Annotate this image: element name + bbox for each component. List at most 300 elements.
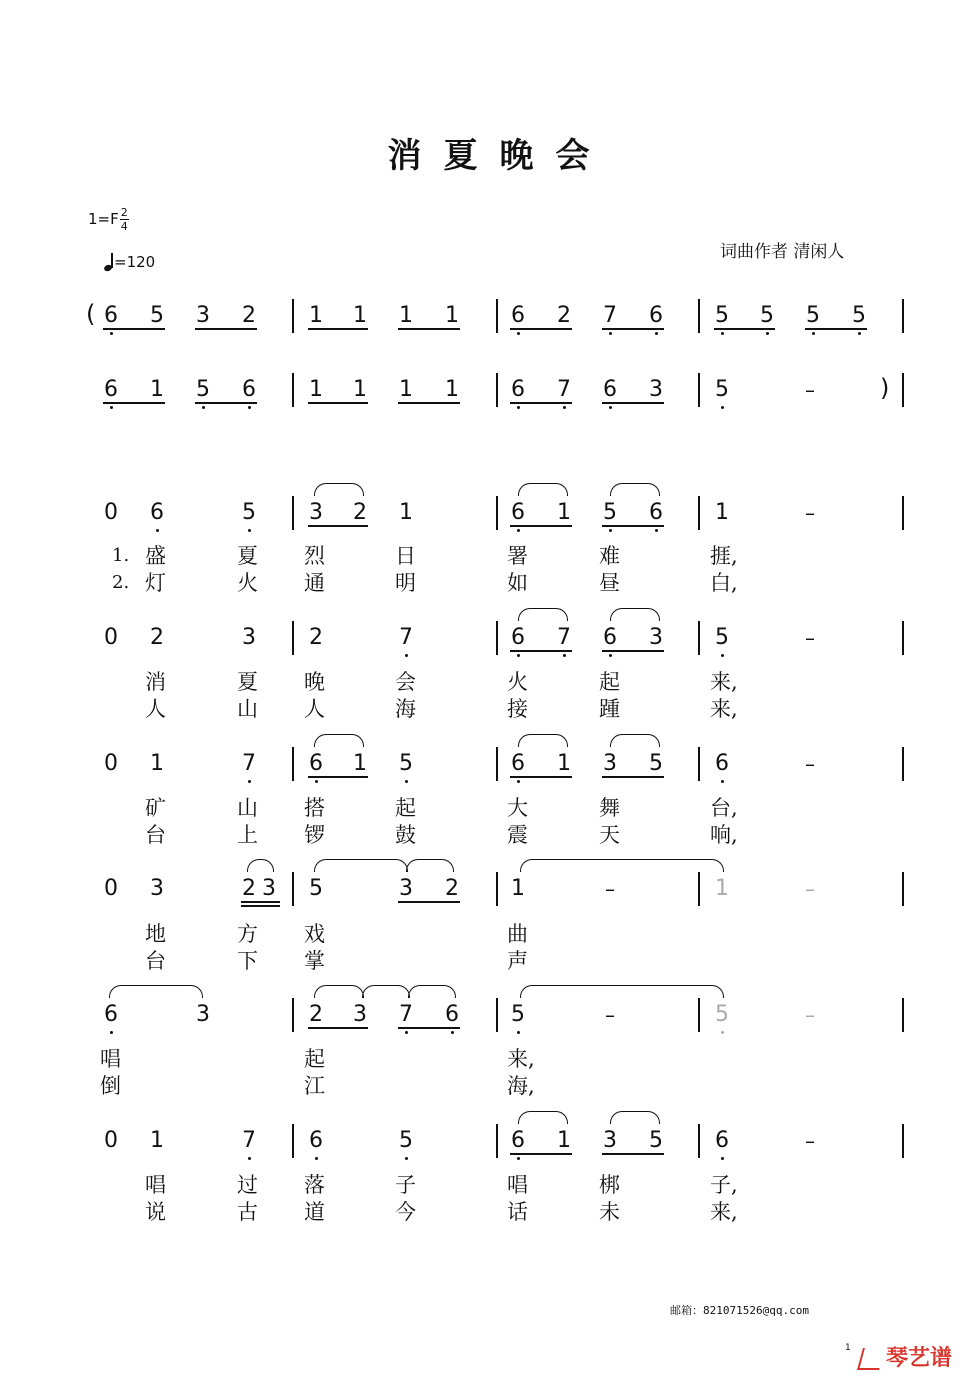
note: 1	[399, 377, 413, 402]
note: 5	[715, 625, 729, 650]
note: 1	[150, 1128, 164, 1153]
lyric-syllable: 起	[395, 796, 416, 820]
lyric-syllable: 来,	[507, 1047, 535, 1071]
lyric-syllable: 明	[395, 571, 416, 595]
low-octave-dot	[858, 332, 861, 335]
slur	[314, 859, 408, 872]
tempo-value: =120	[114, 253, 156, 271]
barline	[292, 299, 294, 333]
beam-underline	[510, 650, 572, 652]
note: 2	[242, 303, 256, 328]
slur	[610, 483, 660, 496]
barline	[902, 1124, 904, 1158]
barline	[292, 373, 294, 407]
low-octave-dot	[315, 1157, 318, 1160]
lyric-syllable: 烈	[304, 544, 325, 568]
barline	[698, 998, 700, 1032]
low-octave-dot	[248, 406, 251, 409]
note: 3	[150, 876, 164, 901]
low-octave-dot	[248, 1157, 251, 1160]
low-octave-dot	[517, 529, 520, 532]
note: 6	[150, 500, 164, 525]
lyric-syllable: 说	[145, 1200, 166, 1224]
lyric-syllable: 曲	[507, 922, 528, 946]
note: 5	[242, 500, 256, 525]
lyric-syllable: 署	[507, 544, 528, 568]
beam-underline	[195, 402, 257, 404]
barline	[698, 872, 700, 906]
slur	[408, 985, 456, 998]
barline	[902, 299, 904, 333]
note: 2	[242, 876, 256, 901]
lyric-syllable: 下	[237, 949, 258, 973]
barline	[496, 621, 498, 655]
lyric-syllable: 2.	[112, 572, 130, 593]
note: 5	[649, 1128, 663, 1153]
lyric-syllable: 天	[599, 823, 620, 847]
beam-underline	[308, 776, 368, 778]
note: 5	[309, 876, 323, 901]
low-octave-dot	[248, 780, 251, 783]
close-paren: )	[880, 374, 890, 402]
lyric-syllable: 人	[145, 697, 166, 721]
slur	[406, 859, 454, 872]
note: 3	[262, 876, 276, 901]
sustain-dash: –	[605, 877, 615, 901]
note: 5	[760, 303, 774, 328]
note: 1	[399, 303, 413, 328]
sustain-dash: –	[605, 1003, 615, 1027]
note: 1	[150, 751, 164, 776]
barline	[698, 1124, 700, 1158]
barline	[292, 998, 294, 1032]
lyric-syllable: 人	[304, 697, 325, 721]
lyric-syllable: 今	[395, 1200, 416, 1224]
lyric-syllable: 盛	[145, 544, 166, 568]
slur	[518, 608, 568, 621]
page-title: 消夏晚会	[387, 136, 612, 176]
note: 6	[511, 751, 525, 776]
lyric-syllable: 海	[395, 697, 416, 721]
quarter-note-icon	[104, 253, 114, 271]
barline	[902, 872, 904, 906]
key-signature	[88, 207, 129, 232]
barline	[496, 496, 498, 530]
note: 3	[196, 1002, 210, 1027]
lyric-syllable: 地	[145, 922, 166, 946]
note: 1	[309, 303, 323, 328]
beam-underline	[510, 525, 572, 527]
lyric-syllable: 唱	[145, 1173, 166, 1197]
barline	[902, 998, 904, 1032]
author-credit: 词曲作者 清闲人	[720, 242, 845, 262]
slur	[314, 985, 364, 998]
note: 6	[603, 625, 617, 650]
beam-underline	[398, 901, 460, 903]
low-octave-dot	[405, 1031, 408, 1034]
low-octave-dot	[110, 1031, 113, 1034]
note: 6	[511, 625, 525, 650]
low-octave-dot	[563, 654, 566, 657]
low-octave-dot	[721, 780, 724, 783]
lyric-syllable: 方	[237, 922, 258, 946]
barline	[902, 496, 904, 530]
key-label: 1=F	[88, 210, 119, 228]
barline	[902, 621, 904, 655]
note: 1	[309, 377, 323, 402]
beam-underline	[308, 402, 368, 404]
note: 6	[104, 1002, 118, 1027]
open-paren: (	[86, 300, 96, 328]
low-octave-dot	[202, 406, 205, 409]
slur	[520, 985, 724, 998]
low-octave-dot	[110, 332, 113, 335]
note: 5	[399, 751, 413, 776]
beam-underline	[714, 328, 775, 330]
barline	[292, 1124, 294, 1158]
lyric-syllable: 上	[237, 823, 258, 847]
lyric-syllable: 来,	[710, 1200, 738, 1224]
beam-underline	[103, 328, 165, 330]
note: 2	[353, 500, 367, 525]
lyric-syllable: 夏	[237, 544, 258, 568]
note: 6	[104, 377, 118, 402]
note: 6	[104, 303, 118, 328]
note: 7	[399, 625, 413, 650]
low-octave-dot	[517, 654, 520, 657]
note: 7	[242, 1128, 256, 1153]
beam-underline	[510, 402, 572, 404]
note: 6	[715, 1128, 729, 1153]
low-octave-dot	[517, 780, 520, 783]
slur	[610, 734, 660, 747]
lyric-syllable: 来,	[710, 697, 738, 721]
low-octave-dot	[721, 654, 724, 657]
note: 6	[445, 1002, 459, 1027]
note: 3	[603, 1128, 617, 1153]
note: 1	[353, 377, 367, 402]
slur	[610, 1111, 660, 1124]
barline	[496, 1124, 498, 1158]
lyric-syllable: 倒	[100, 1074, 121, 1098]
lyric-syllable: 踵	[599, 697, 620, 721]
sustain-dash: –	[805, 626, 815, 650]
low-octave-dot	[405, 780, 408, 783]
beam-underline	[510, 1153, 572, 1155]
lyric-syllable: 白,	[710, 571, 738, 595]
beam-underline	[241, 901, 280, 903]
note: 5	[511, 1002, 525, 1027]
note: 0	[104, 1128, 118, 1153]
lyric-syllable: 消	[145, 670, 166, 694]
low-octave-dot	[517, 1157, 520, 1160]
barline	[496, 299, 498, 333]
sustain-dash: –	[805, 752, 815, 776]
lyric-syllable: 通	[304, 571, 325, 595]
lyric-syllable: 梆	[599, 1173, 620, 1197]
low-octave-dot	[315, 780, 318, 783]
note: 5	[196, 377, 210, 402]
lyric-syllable: 子	[395, 1173, 416, 1197]
lyric-syllable: 昼	[599, 571, 620, 595]
lyric-syllable: 舞	[599, 796, 620, 820]
beam-underline	[398, 328, 460, 330]
sustain-dash: –	[805, 877, 815, 901]
low-octave-dot	[655, 332, 658, 335]
beam-underline	[602, 1153, 664, 1155]
note: 5	[715, 303, 729, 328]
lyric-syllable: 接	[507, 697, 528, 721]
note: 1	[557, 751, 571, 776]
note: 1	[353, 303, 367, 328]
beam-underline	[602, 776, 664, 778]
note: 7	[603, 303, 617, 328]
beam-underline	[805, 328, 867, 330]
lyric-syllable: 响,	[710, 823, 738, 847]
note: 2	[309, 625, 323, 650]
note: 1	[715, 876, 729, 901]
low-octave-dot	[766, 332, 769, 335]
slur	[518, 1111, 568, 1124]
note: 5	[852, 303, 866, 328]
slur	[610, 608, 660, 621]
lyric-syllable: 道	[304, 1200, 325, 1224]
lyric-syllable: 落	[304, 1173, 325, 1197]
note: 6	[511, 1128, 525, 1153]
lyric-syllable: 来,	[710, 670, 738, 694]
lyric-syllable: 会	[395, 670, 416, 694]
low-octave-dot	[110, 406, 113, 409]
lyric-syllable: 晚	[304, 670, 325, 694]
note: 1	[557, 500, 571, 525]
note: 6	[649, 303, 663, 328]
note: 6	[511, 377, 525, 402]
note: 1	[445, 377, 459, 402]
lyric-syllable: 话	[507, 1200, 528, 1224]
lyric-syllable: 难	[599, 544, 620, 568]
lyric-syllable: 山	[237, 697, 258, 721]
sustain-dash: –	[805, 378, 815, 402]
beam-underline	[398, 1027, 460, 1029]
note: 6	[309, 1128, 323, 1153]
slur	[362, 985, 410, 998]
lyric-syllable: 火	[237, 571, 258, 595]
beam-underline	[398, 402, 460, 404]
barline	[496, 747, 498, 781]
lyric-syllable: 矿	[145, 796, 166, 820]
beam-underline	[308, 1027, 368, 1029]
barline	[292, 872, 294, 906]
note: 6	[309, 751, 323, 776]
time-signature	[120, 207, 129, 232]
note: 2	[309, 1002, 323, 1027]
lyric-syllable: 台,	[710, 796, 738, 820]
note: 5	[150, 303, 164, 328]
low-octave-dot	[609, 332, 612, 335]
low-octave-dot	[248, 529, 251, 532]
time-sig-top: 2	[120, 206, 128, 219]
lyric-syllable: 子,	[710, 1173, 738, 1197]
slur	[314, 734, 364, 747]
note: 0	[104, 751, 118, 776]
low-octave-dot	[609, 654, 612, 657]
slur	[247, 859, 274, 872]
lyric-syllable: 江	[304, 1074, 325, 1098]
note: 1	[715, 500, 729, 525]
note: 6	[649, 500, 663, 525]
lyric-syllable: 锣	[304, 823, 325, 847]
low-octave-dot	[721, 1157, 724, 1160]
low-octave-dot	[721, 332, 724, 335]
lyric-syllable: 捱,	[710, 544, 738, 568]
note: 2	[557, 303, 571, 328]
contact-email: 邮箱：821071526@qq.com	[670, 1304, 809, 1317]
note: 3	[603, 751, 617, 776]
logo-icon	[857, 1348, 885, 1370]
lyric-syllable: 唱	[507, 1173, 528, 1197]
note: 1	[557, 1128, 571, 1153]
page-number: 1	[845, 1343, 851, 1353]
note: 1	[511, 876, 525, 901]
barline	[496, 373, 498, 407]
lyric-syllable: 震	[507, 823, 528, 847]
beam-underline	[308, 525, 368, 527]
beam-underline	[308, 328, 368, 330]
low-octave-dot	[451, 1031, 454, 1034]
low-octave-dot	[405, 1157, 408, 1160]
lyric-syllable: 1.	[112, 545, 130, 566]
beam-underline	[602, 525, 664, 527]
note: 5	[715, 377, 729, 402]
barline	[496, 998, 498, 1032]
note: 2	[150, 625, 164, 650]
low-octave-dot	[517, 406, 520, 409]
barline	[292, 747, 294, 781]
note: 3	[242, 625, 256, 650]
note: 5	[715, 1002, 729, 1027]
note: 3	[649, 625, 663, 650]
note: 5	[399, 1128, 413, 1153]
note: 7	[399, 1002, 413, 1027]
slur	[518, 483, 568, 496]
lyric-syllable: 古	[237, 1200, 258, 1224]
time-sig-bottom: 4	[120, 220, 128, 233]
barline	[902, 373, 904, 407]
lyric-syllable: 起	[599, 670, 620, 694]
note: 0	[104, 625, 118, 650]
lyric-syllable: 掌	[304, 949, 325, 973]
note: 6	[511, 500, 525, 525]
lyric-syllable: 海,	[507, 1074, 535, 1098]
barline	[698, 621, 700, 655]
slur	[518, 734, 568, 747]
note: 6	[603, 377, 617, 402]
lyric-syllable: 大	[507, 796, 528, 820]
barline	[698, 496, 700, 530]
note: 6	[242, 377, 256, 402]
beam-underline	[510, 776, 572, 778]
lyric-syllable: 灯	[145, 571, 166, 595]
low-octave-dot	[609, 406, 612, 409]
note: 5	[806, 303, 820, 328]
note: 6	[715, 751, 729, 776]
lyric-syllable: 声	[507, 949, 528, 973]
barline	[292, 496, 294, 530]
note: 7	[557, 625, 571, 650]
note: 3	[309, 500, 323, 525]
note: 3	[196, 303, 210, 328]
barline	[292, 621, 294, 655]
slur	[314, 483, 364, 496]
barline	[698, 747, 700, 781]
barline	[496, 872, 498, 906]
sustain-dash: –	[805, 501, 815, 525]
lyric-syllable: 鼓	[395, 823, 416, 847]
lyric-syllable: 戏	[304, 922, 325, 946]
beam-underline	[602, 402, 664, 404]
sustain-dash: –	[805, 1129, 815, 1153]
lyric-syllable: 火	[507, 670, 528, 694]
beam-underline-double	[241, 905, 280, 907]
low-octave-dot	[517, 332, 520, 335]
low-octave-dot	[563, 406, 566, 409]
site-logo	[860, 1341, 952, 1372]
low-octave-dot	[721, 406, 724, 409]
low-octave-dot	[156, 529, 159, 532]
barline	[698, 373, 700, 407]
note: 0	[104, 876, 118, 901]
barline	[902, 747, 904, 781]
lyric-syllable: 山	[237, 796, 258, 820]
lyric-syllable: 搭	[304, 796, 325, 820]
beam-underline	[510, 328, 572, 330]
low-octave-dot	[609, 529, 612, 532]
note: 0	[104, 500, 118, 525]
note: 1	[150, 377, 164, 402]
low-octave-dot	[721, 1031, 724, 1034]
low-octave-dot	[405, 654, 408, 657]
lyric-syllable: 日	[395, 544, 416, 568]
note: 3	[399, 876, 413, 901]
note: 1	[445, 303, 459, 328]
beam-underline	[103, 402, 165, 404]
lyric-syllable: 如	[507, 571, 528, 595]
slur	[109, 985, 203, 998]
lyric-syllable: 起	[304, 1047, 325, 1071]
note: 5	[649, 751, 663, 776]
low-octave-dot	[517, 1031, 520, 1034]
note: 7	[557, 377, 571, 402]
note: 7	[242, 751, 256, 776]
note: 6	[511, 303, 525, 328]
logo-text: 琴艺谱	[886, 1346, 953, 1371]
lyric-syllable: 唱	[100, 1047, 121, 1071]
beam-underline	[602, 328, 664, 330]
slur	[520, 859, 724, 872]
note: 3	[649, 377, 663, 402]
note: 2	[445, 876, 459, 901]
note: 1	[353, 751, 367, 776]
lyric-syllable: 过	[237, 1173, 258, 1197]
tempo-marking	[104, 253, 155, 271]
lyric-syllable: 台	[145, 823, 166, 847]
barline	[698, 299, 700, 333]
lyric-syllable: 未	[599, 1200, 620, 1224]
low-octave-dot	[812, 332, 815, 335]
note: 3	[353, 1002, 367, 1027]
sustain-dash: –	[805, 1003, 815, 1027]
beam-underline	[602, 650, 664, 652]
